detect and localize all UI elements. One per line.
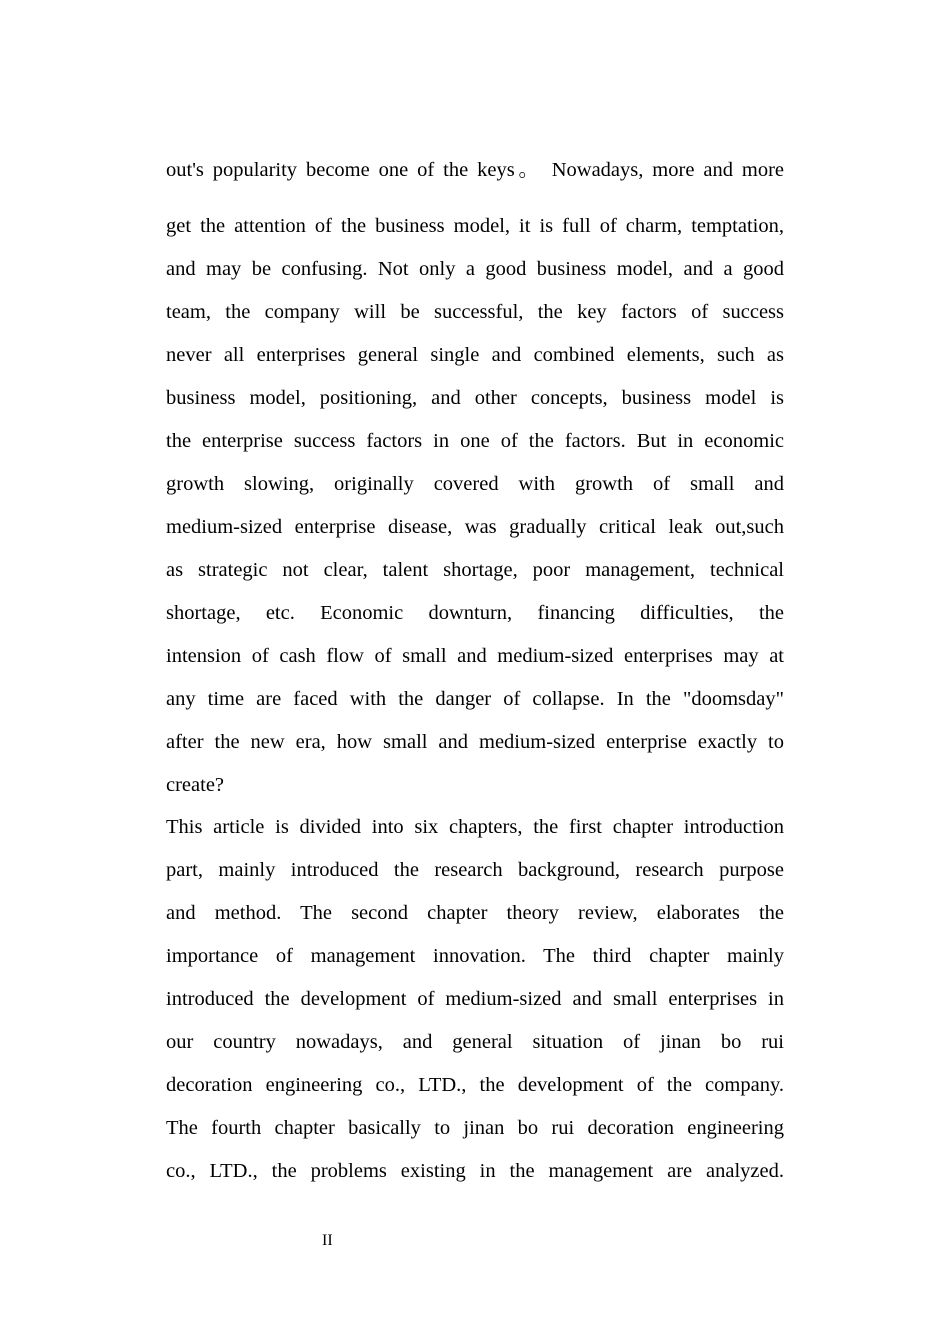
- text-line: after the new era, how small and medium-sized enterprise exactly to: [166, 731, 784, 753]
- text-line: our country nowadays, and general situation of jinan bo rui: [166, 1031, 784, 1053]
- text-line: decoration engineering co., LTD., the development of the company.: [166, 1074, 784, 1096]
- text-line: shortage, etc. Economic downturn, financing difficulties, the: [166, 602, 784, 624]
- text-line: intension of cash flow of small and medium-sized enterprises may at: [166, 645, 784, 667]
- paragraph-chapter-outline: [166, 817, 784, 1204]
- text-line: introduced the development of medium-sized and small enterprises in: [166, 988, 784, 1010]
- text-line: medium-sized enterprise disease, was gradually critical leak out,such: [166, 516, 784, 538]
- text-line: growth slowing, originally covered with growth of small and: [166, 473, 784, 495]
- text-line: never all enterprises general single and combined elements, such as: [166, 344, 784, 366]
- text-line: importance of management innovation. The third chapter mainly: [166, 945, 784, 967]
- page-number: II: [322, 1232, 333, 1249]
- text-line: the enterprise success factors in one of the factors. But in economic: [166, 430, 784, 452]
- text-line: team, the company will be successful, the key factors of success: [166, 301, 784, 323]
- text-line: This article is divided into six chapters, the first chapter introduction: [166, 816, 784, 838]
- text-line: The fourth chapter basically to jinan bo rui decoration engineering: [166, 1117, 784, 1139]
- text-line-first: out's popularity become one of the keys。 Nowadays, more and more: [166, 159, 784, 181]
- text-line: part, mainly introduced the research background, research purpose: [166, 859, 784, 881]
- text-line: get the attention of the business model, it is full of charm, temptation,: [166, 215, 784, 237]
- text-line: and method. The second chapter theory review, elaborates the: [166, 902, 784, 924]
- text-line: any time are faced with the danger of collapse. In the "doomsday": [166, 688, 784, 710]
- text-line: co., LTD., the problems existing in the management are analyzed.: [166, 1160, 784, 1182]
- paragraph-business-model: [166, 216, 784, 818]
- text-line: and may be confusing. Not only a good business model, and a good: [166, 258, 784, 280]
- text-line: business model, positioning, and other concepts, business model is: [166, 387, 784, 409]
- text-line: as strategic not clear, talent shortage, poor management, technical: [166, 559, 784, 581]
- text-line: create?: [166, 774, 225, 796]
